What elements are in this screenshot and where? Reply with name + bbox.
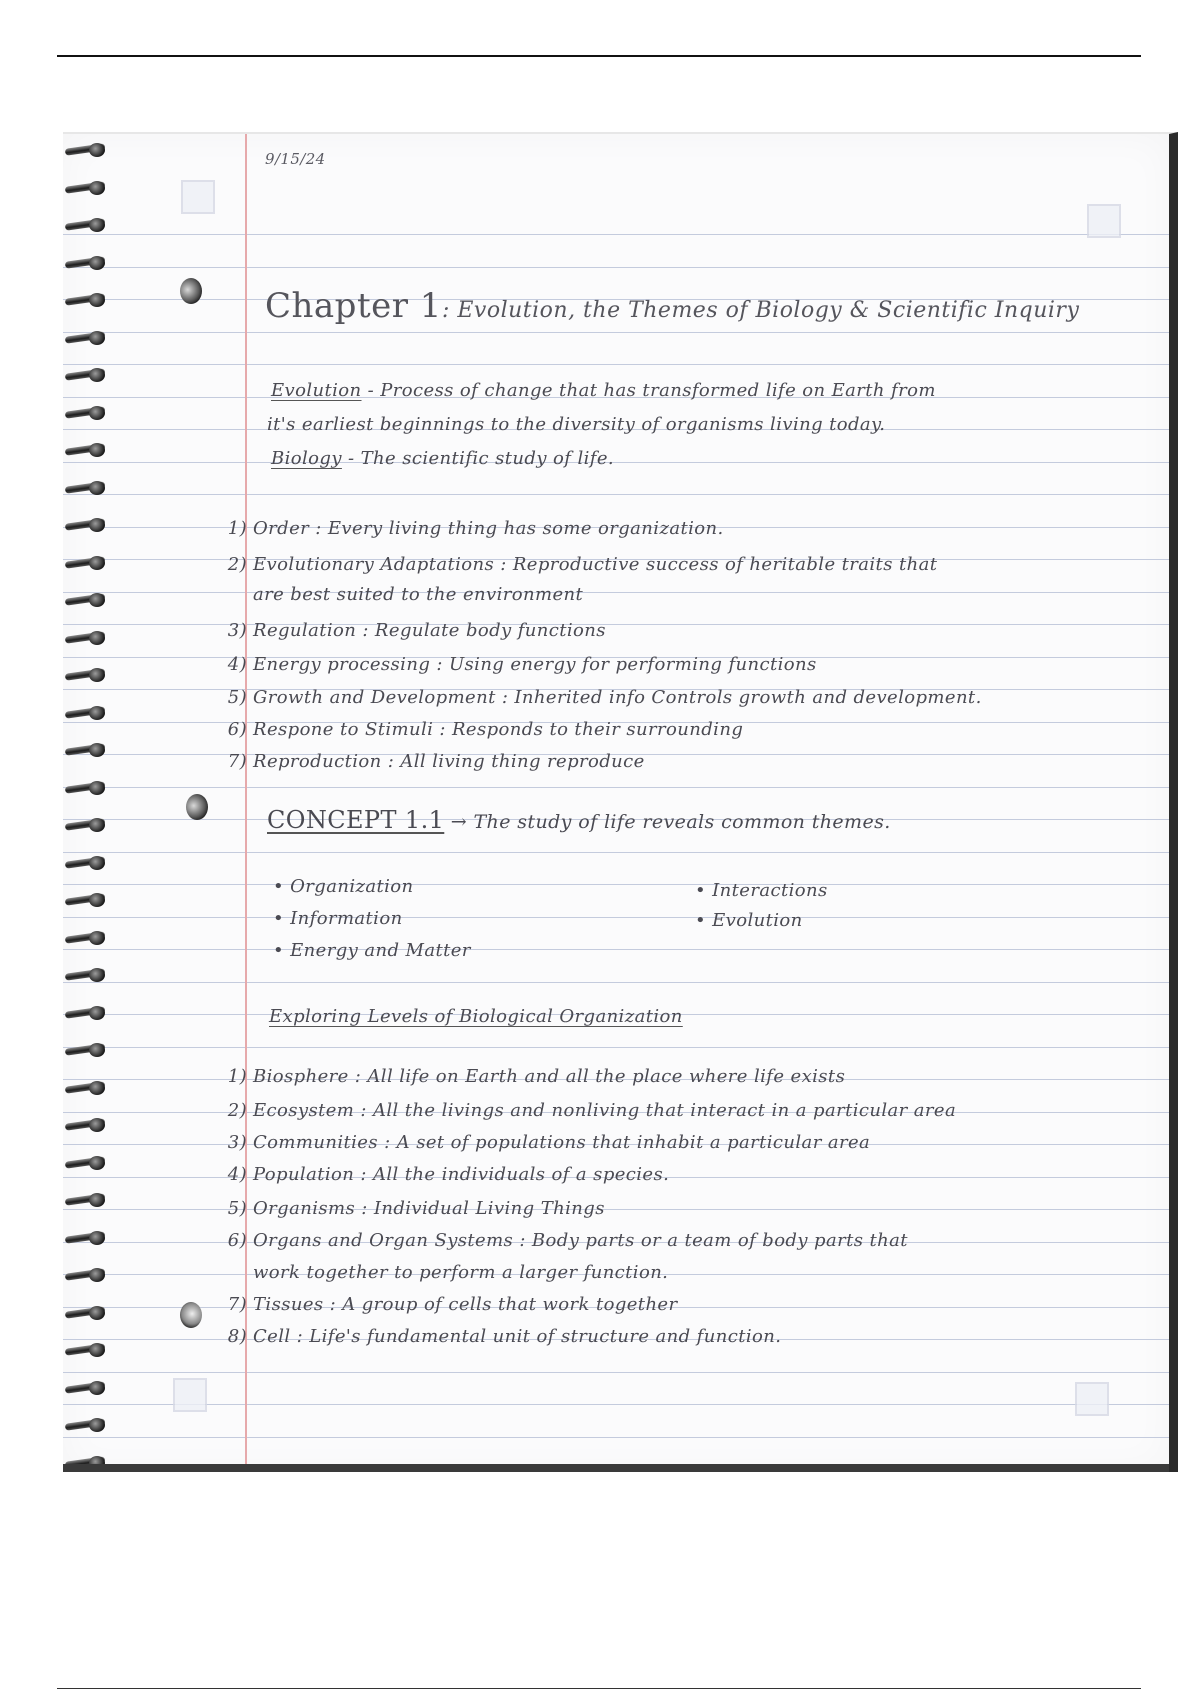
list-item: [221, 1100, 956, 1121]
ruled-line: [63, 364, 1169, 365]
theme-item: • Organization: [273, 876, 414, 897]
list-item: [221, 554, 937, 575]
spiral-coil: [65, 965, 109, 985]
spiral-coil: [65, 665, 109, 685]
definition-text: - The scientific study of life.: [341, 448, 614, 469]
list-item: [221, 620, 606, 641]
list-number: 6): [227, 719, 247, 740]
levels-heading: Exploring Levels of Biological Organization: [269, 1006, 683, 1027]
list-text: Reproduction : All living thing reproduce: [253, 751, 645, 772]
definition-line: [271, 448, 614, 469]
notebook-page: [63, 132, 1178, 1472]
spiral-coil: [65, 1378, 109, 1398]
definition-term: Biology: [271, 448, 342, 469]
list-item: [221, 719, 743, 740]
spiral-coil: [65, 403, 109, 423]
ruled-line: [63, 917, 1169, 918]
spiral-coil: [65, 178, 109, 198]
list-text: Order : Every living thing has some organization.: [253, 518, 724, 539]
list-number: 5): [227, 687, 247, 708]
spiral-coil: [65, 1078, 109, 1098]
ruled-line: [63, 267, 1169, 268]
list-text: Communities : A set of populations that inhabit a particular area: [253, 1132, 871, 1153]
ruled-line: [63, 982, 1169, 983]
list-number: 3): [227, 1132, 247, 1153]
spiral-coil: [65, 1153, 109, 1173]
concept-heading: [267, 806, 891, 834]
concept-label: CONCEPT 1.1: [267, 806, 445, 834]
list-number: 4): [227, 1164, 247, 1185]
ruled-line: [63, 234, 1169, 235]
list-text: Ecosystem : All the livings and nonliving that interact in a particular area: [253, 1100, 957, 1121]
spiral-coil: [65, 478, 109, 498]
spiral-coil: [65, 928, 109, 948]
list-number: 7): [227, 751, 247, 772]
spiral-coil: [65, 553, 109, 573]
list-number: 4): [227, 654, 247, 675]
list-item: [221, 1230, 908, 1251]
list-item: [221, 687, 982, 708]
corner-mark: [173, 1378, 207, 1412]
ruled-line: [63, 1047, 1169, 1048]
definition-text: it's earliest beginnings to the diversity of organisms living today.: [267, 414, 886, 435]
spiral-coil: [65, 1265, 109, 1285]
list-item: [221, 1132, 870, 1153]
spiral-coil: [65, 1003, 109, 1023]
corner-mark: [1075, 1382, 1109, 1416]
list-number: 7): [227, 1294, 247, 1315]
spiral-coil: [65, 1115, 109, 1135]
list-item: [221, 584, 583, 605]
spiral-coil: [65, 290, 109, 310]
spiral-coil: [65, 815, 109, 835]
ruled-line: [63, 949, 1169, 950]
ruled-line: [63, 1404, 1169, 1405]
list-number: 2): [227, 1100, 247, 1121]
notebook-bottom-edge: [63, 1464, 1169, 1472]
list-text: work together to perform a larger function.: [253, 1262, 669, 1283]
spiral-binding: [63, 134, 111, 1472]
theme-item: • Energy and Matter: [273, 940, 471, 961]
list-item: [221, 1262, 668, 1283]
chapter-title: [265, 286, 1079, 326]
list-number: 2): [227, 554, 247, 575]
ruled-line: [63, 884, 1169, 885]
list-text: are best suited to the environment: [253, 584, 584, 605]
list-number: 1): [227, 1066, 247, 1087]
list-text: Growth and Development : Inherited info Controls growth and development.: [253, 687, 982, 708]
list-number: 1): [227, 518, 247, 539]
ruled-line: [63, 462, 1169, 463]
ruled-line: [63, 1437, 1169, 1438]
punch-hole: [186, 794, 208, 820]
list-text: Organisms : Individual Living Things: [253, 1198, 605, 1219]
chapter-title-sub: : Evolution, the Themes of Biology & Scientific Inquiry: [441, 298, 1080, 323]
ruled-line: [63, 852, 1169, 853]
spiral-coil: [65, 1340, 109, 1360]
list-text: Cell : Life's fundamental unit of structure and function.: [253, 1326, 782, 1347]
definition-line: [267, 414, 885, 435]
spiral-coil: [65, 590, 109, 610]
spiral-coil: [65, 1190, 109, 1210]
spiral-coil: [65, 140, 109, 160]
page-bottom-rule: [57, 1688, 1141, 1689]
theme-item: • Interactions: [695, 880, 828, 901]
spiral-coil: [65, 365, 109, 385]
list-item: [221, 1326, 781, 1347]
list-text: Organs and Organ Systems : Body parts or a team of body parts that: [253, 1230, 908, 1251]
list-number: 5): [227, 1198, 247, 1219]
spiral-coil: [65, 253, 109, 273]
spiral-coil: [65, 778, 109, 798]
spiral-coil: [65, 1228, 109, 1248]
definition-text: - Process of change that has transformed life on Earth from: [361, 380, 936, 401]
note-date: 9/15/24: [265, 150, 326, 168]
list-number: 8): [227, 1326, 247, 1347]
chapter-title-main: Chapter 1: [265, 286, 442, 326]
spiral-coil: [65, 740, 109, 760]
list-text: Respone to Stimuli : Responds to their surrounding: [253, 719, 744, 740]
ruled-line: [63, 332, 1169, 333]
page-top-rule: [57, 55, 1141, 57]
spiral-coil: [65, 515, 109, 535]
spiral-coil: [65, 628, 109, 648]
list-item: [221, 654, 817, 675]
list-number: 6): [227, 1230, 247, 1251]
corner-mark: [181, 180, 215, 214]
list-item: [221, 1066, 845, 1087]
list-text: Evolutionary Adaptations : Reproductive success of heritable traits that: [253, 554, 938, 575]
list-text: Regulation : Regulate body functions: [253, 620, 606, 641]
definition-term: Evolution: [271, 380, 362, 401]
spiral-coil: [65, 890, 109, 910]
spiral-coil: [65, 853, 109, 873]
theme-item: • Information: [273, 908, 403, 929]
spiral-coil: [65, 215, 109, 235]
spiral-coil: [65, 703, 109, 723]
list-number: 3): [227, 620, 247, 641]
ruled-line: [63, 494, 1169, 495]
punch-hole: [180, 278, 202, 304]
concept-text: → The study of life reveals common themes.: [444, 811, 891, 833]
theme-item: • Evolution: [695, 910, 803, 931]
spiral-coil: [65, 1040, 109, 1060]
list-item: [221, 751, 645, 772]
list-item: [221, 1294, 678, 1315]
punch-hole: [180, 1302, 202, 1328]
list-item: [221, 518, 724, 539]
spiral-coil: [65, 328, 109, 348]
ruled-line: [63, 1372, 1169, 1373]
ruled-line: [63, 787, 1169, 788]
list-item: [221, 1198, 605, 1219]
corner-mark: [1087, 204, 1121, 238]
list-text: Energy processing : Using energy for performing functions: [253, 654, 817, 675]
definition-line: [271, 380, 936, 401]
list-item: [221, 1164, 669, 1185]
list-text: Biosphere : All life on Earth and all the place where life exists: [253, 1066, 846, 1087]
spiral-coil: [65, 440, 109, 460]
list-text: Tissues : A group of cells that work together: [253, 1294, 678, 1315]
spiral-coil: [65, 1415, 109, 1435]
spiral-coil: [65, 1303, 109, 1323]
list-text: Population : All the individuals of a species.: [253, 1164, 670, 1185]
